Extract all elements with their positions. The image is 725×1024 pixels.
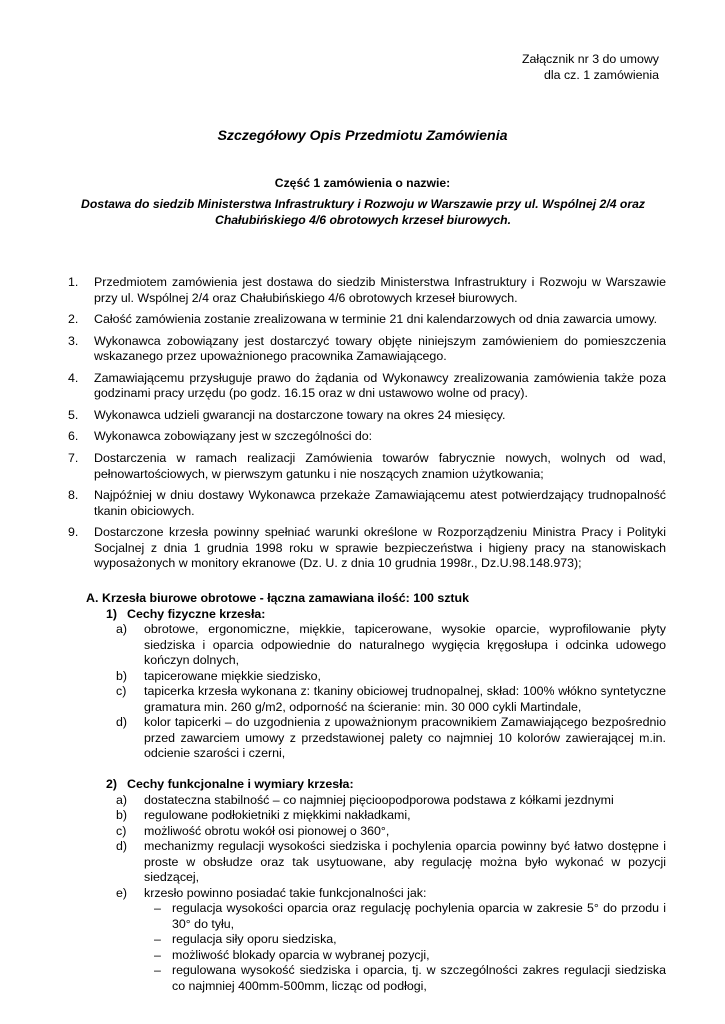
item-text: Wykonawca udzieli gwarancji na dostarczone towary na okres 24 miesięcy.	[94, 407, 506, 422]
dash-marker: –	[154, 932, 161, 946]
section-a-heading	[86, 591, 666, 607]
item-text: tapicerka krzesła wykonana z: tkaniny obiciowej trudnopalnej, skład: 100% włókno syntetyczne gramatura min. 260 g/m2, odporność na ścieranie: min. 30 000 cykli Martindale,	[144, 684, 666, 714]
subsection-number: 1)	[106, 606, 118, 621]
item-text: Dostarczenia w ramach realizacji Zamówienia towarów fabrycznie nowych, wolnych od wad, pełnowartościowych, w pierwszym gatunku i nie noszących znamion użytkowania;	[94, 451, 666, 481]
attachment-line-2: dla cz. 1 zamówienia	[543, 67, 659, 82]
item-text: możliwość blokady oparcia w wybranej pozycji,	[172, 947, 430, 962]
letter-marker: b)	[116, 668, 128, 683]
dash-marker: –	[154, 947, 161, 962]
item-number: 3.	[68, 333, 79, 348]
list-item	[68, 451, 666, 482]
letter-marker: e)	[116, 885, 128, 900]
dash-item	[86, 963, 666, 994]
physical-features	[86, 607, 666, 623]
dash-item	[86, 901, 666, 932]
letter-marker: c)	[116, 823, 127, 838]
subsection-title: Cechy fizyczne krzesła:	[127, 606, 266, 621]
order-name: Dostawa do siedzib Ministerstwa Infrastruktury i Rozwoju w Warszawie przy ul. Wspólnej 2/4 oraz Chałubińskiego 4/6 obrotowych krzeseł biurowych.	[81, 197, 645, 227]
document-title: Szczegółowy Opis Przedmiotu Zamówienia	[217, 128, 508, 144]
item-text: Dostarczone krzesła powinny spełniać warunki określone w Rozporządzeniu Ministra Pracy i Polityki Socjalnej z dnia 1 grudnia 1998 roku w sprawie bezpieczeństwa i higieny pracy na stanowiskach wyposażonych w monitory ekranowe (Dz. U. z dnia 10 grudnia 1998r., Dz.U.98.148.973);	[94, 525, 666, 571]
letter-marker: d)	[116, 839, 128, 853]
item-text: Wykonawca zobowiązany jest w szczególności do:	[94, 429, 373, 444]
letter-marker: b)	[116, 808, 128, 822]
functional-features	[86, 777, 666, 793]
item-text: obrotowe, ergonomiczne, miękkie, tapicerowane, wysokie oparcie, wyprofilowanie płyty siedziska i oparcia odpowiednie do naturalnego wygięcia kręgosłupa i odcinka udowego kończyn dolnych,	[144, 622, 666, 667]
subsection-number: 2)	[106, 777, 118, 791]
dash-marker: –	[154, 963, 161, 977]
subsection-heading	[106, 607, 666, 623]
item-text: dostateczna stabilność – co najmniej pięcioopodporowa podstawa z kółkami jezdnymi	[144, 792, 614, 807]
list-item	[86, 715, 666, 762]
section-a	[86, 591, 666, 994]
list-item	[68, 334, 666, 365]
letter-marker: a)	[116, 622, 128, 636]
item-text: Całość zamówienia zostanie zrealizowana w terminie 21 dni kalendarzowych od dnia zawarcia umowy.	[94, 312, 658, 327]
attachment-header	[522, 52, 659, 83]
list-item	[86, 684, 666, 715]
item-text: tapicerowane miękkie siedzisko,	[144, 668, 321, 683]
list-item	[68, 488, 666, 519]
item-text: Zamawiającemu przysługuje prawo do żądania od Wykonawcy zrealizowania zamówienia także poza godzinami pracy urzędu (po godz. 16.15 oraz w dni ustawowo wolne od pracy).	[94, 370, 666, 401]
subsection-title: Cechy funkcjonalne i wymiary krzesła:	[127, 777, 354, 791]
item-text: regulacja siły oporu siedziska,	[172, 932, 337, 946]
list-item	[86, 808, 666, 824]
list-item	[68, 408, 666, 424]
list-item	[86, 793, 666, 809]
dash-item	[86, 932, 666, 948]
subsection-heading	[106, 777, 666, 793]
list-item	[68, 371, 666, 402]
item-number: 2.	[68, 312, 79, 327]
item-text: regulowane podłokietniki z miękkimi nakładkami,	[144, 808, 411, 822]
list-item	[86, 622, 666, 669]
list-item	[68, 525, 666, 572]
dash-marker: –	[154, 901, 161, 915]
item-number: 8.	[68, 488, 79, 503]
item-text: możliwość obrotu wokół osi pionowej o 360°,	[144, 823, 390, 838]
item-number: 5.	[68, 407, 79, 422]
item-text: mechanizmy regulacji wysokości siedziska i pochylenia oparcia powinny być łatwo dostępne i proste w obsłudze oraz tak usytuowane, aby regulację można było wykonać w pozycji siedzącej,	[144, 839, 666, 884]
list-item	[68, 312, 666, 328]
letter-marker: a)	[116, 792, 128, 807]
spacer	[86, 762, 666, 778]
section-a-label: A.	[86, 591, 99, 605]
item-text: regulacja wysokości oparcia oraz regulację pochylenia oparcia w zakresie 5° do przodu i 30° do tyłu,	[172, 901, 666, 931]
item-text: kolor tapicerki – do uzgodnienia z upoważnionym pracownikiem Zamawiającego bezpośrednio przed zawarciem umowy z przedstawionej palety co najmniej 10 kolorów zawierającej m.in. odcienie szarości i czerni,	[144, 715, 666, 760]
letter-marker: d)	[116, 715, 128, 729]
item-number: 9.	[68, 525, 79, 540]
item-text: Przedmiotem zamówienia jest dostawa do siedzib Ministerstwa Infrastruktury i Rozwoju w Warszawie przy ul. Wspólnej 2/4 oraz Chałubińskiego 4/6 obrotowych krzeseł biurowych.	[94, 275, 666, 305]
item-text: regulowana wysokość siedziska i oparcia, tj. w szczególności zakres regulacji siedziska co najmniej 400mm-500mm, licząc od podłogi,	[172, 963, 666, 993]
item-number: 1.	[68, 275, 79, 289]
list-item	[86, 824, 666, 840]
list-item	[68, 275, 666, 306]
terms-list	[68, 275, 666, 578]
attachment-line-1: Załącznik nr 3 do umowy	[521, 52, 659, 66]
letter-marker: c)	[116, 684, 127, 698]
item-number: 7.	[68, 451, 79, 466]
dash-item	[86, 948, 666, 964]
list-item	[86, 886, 666, 902]
list-item	[86, 839, 666, 886]
list-item	[86, 669, 666, 685]
part-subtitle: Część 1 zamówienia o nazwie:	[274, 176, 451, 190]
item-text: Wykonawca zobowiązany jest dostarczyć towary objęte niniejszym zamówieniem do pomieszczenia wskazanego przez upoważnionego pracownika Zamawiającego.	[94, 333, 666, 364]
section-a-title: Krzesła biurowe obrotowe - łączna zamawiana ilość: 100 sztuk	[102, 591, 470, 605]
item-text: Najpóźniej w dniu dostawy Wykonawca przekaże Zamawiającemu atest potwierdzający trudnopalność tkanin obiciowych.	[94, 488, 666, 518]
item-number: 6.	[68, 429, 79, 444]
item-text: krzesło powinno posiadać takie funkcjonalności jak:	[144, 885, 427, 900]
item-number: 4.	[68, 370, 79, 385]
list-item	[68, 429, 666, 445]
